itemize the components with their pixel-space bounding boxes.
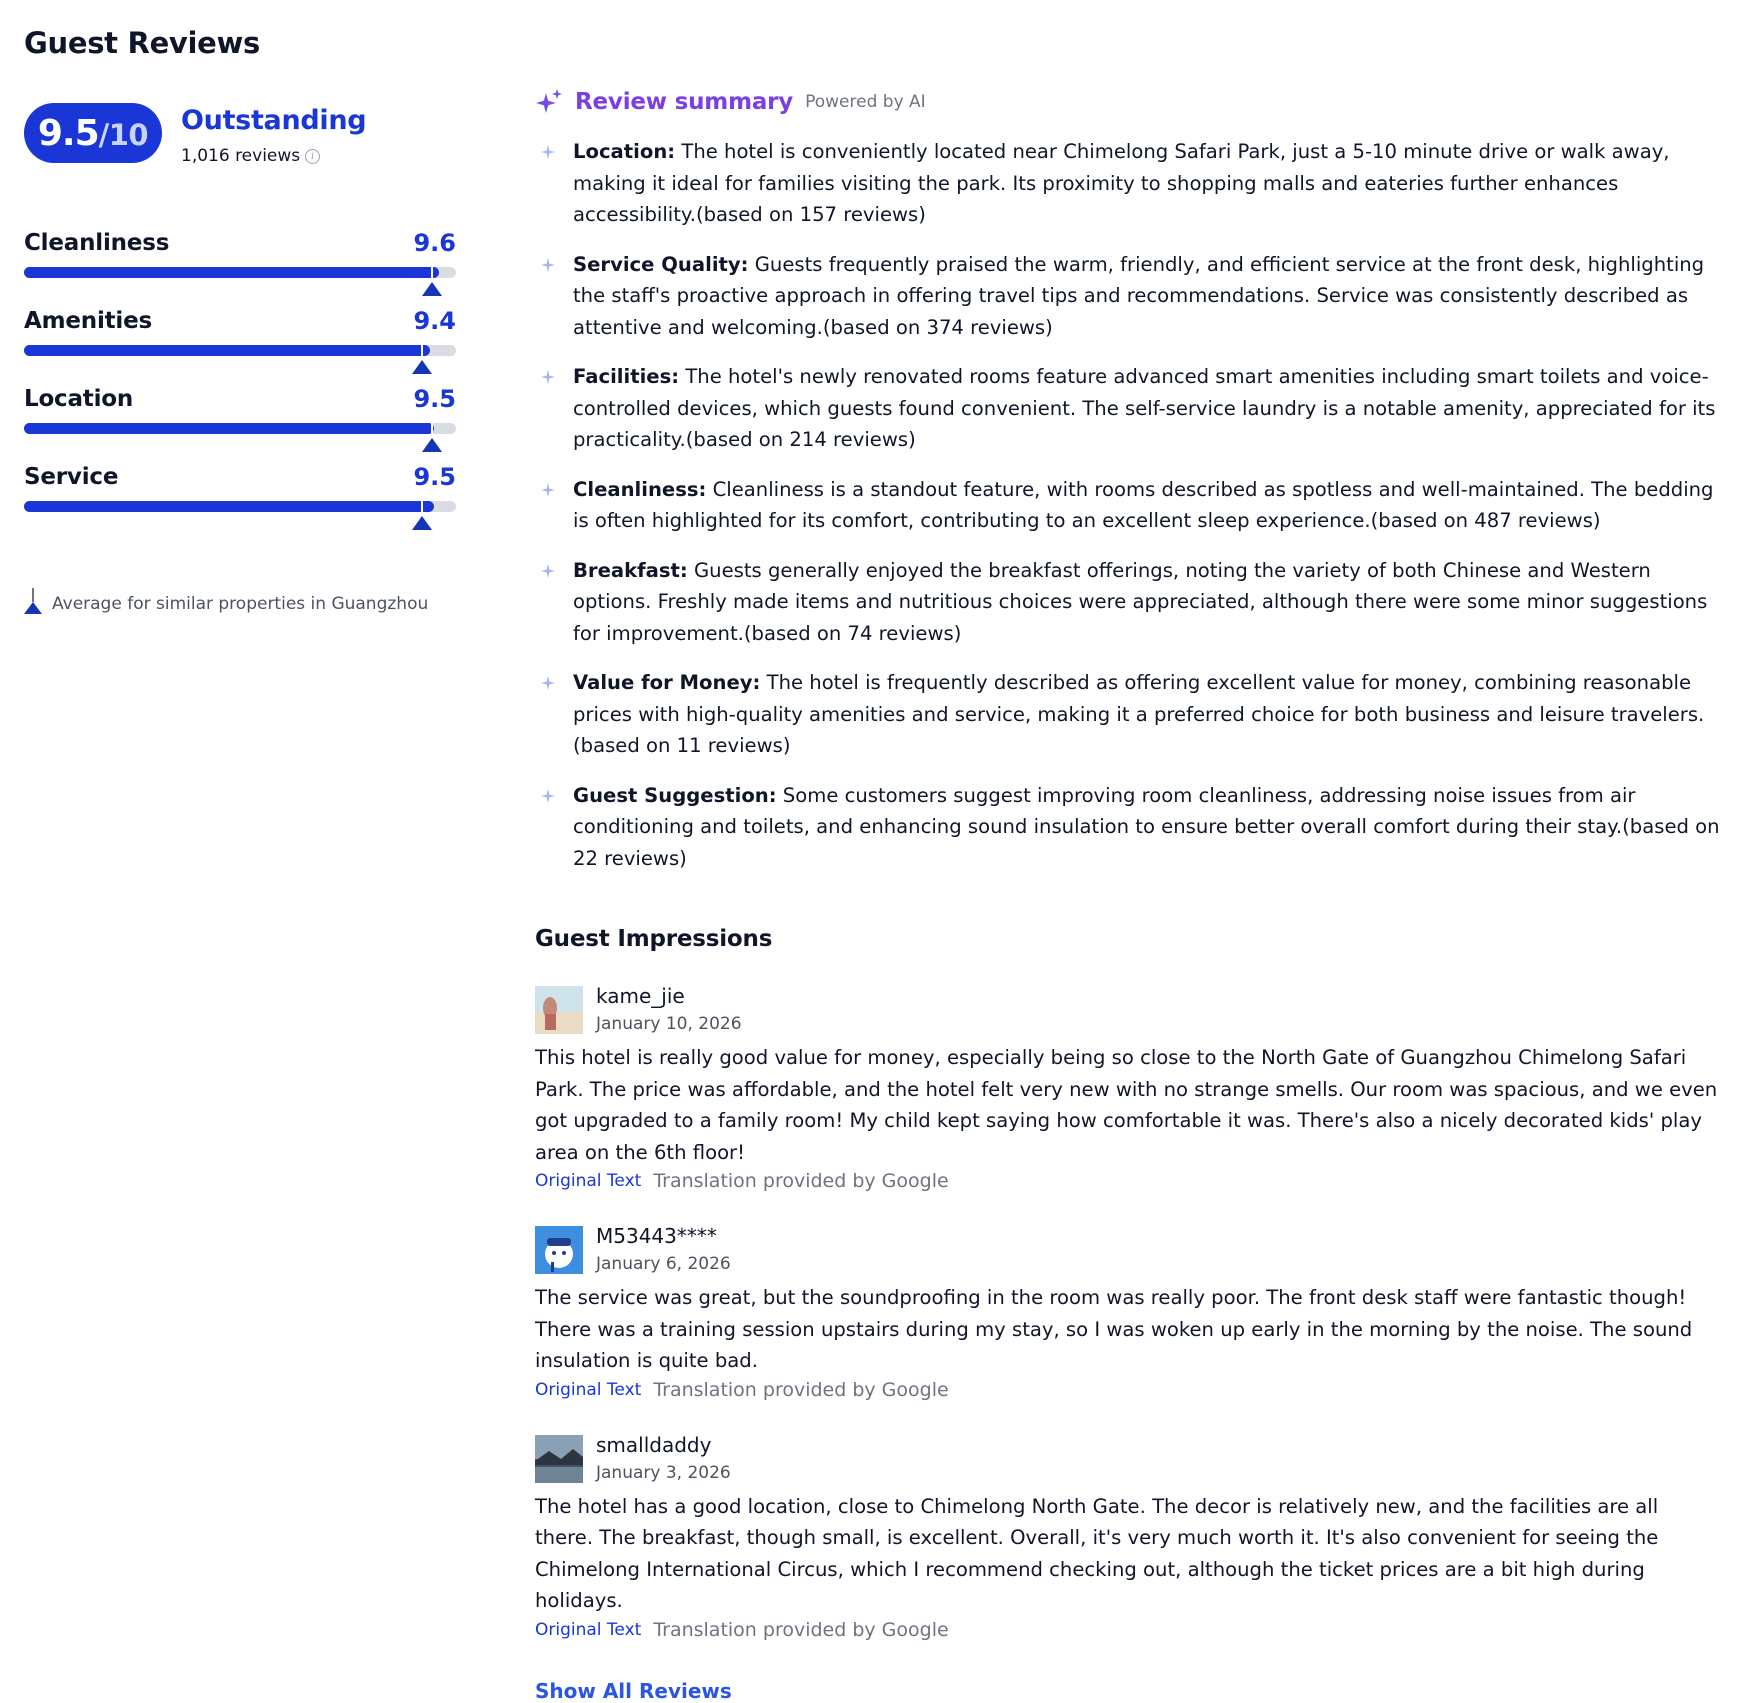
review-summary-header [535, 88, 1720, 116]
summary-item-label: Cleanliness: [573, 477, 707, 501]
original-text-link[interactable]: Original Text [535, 1379, 642, 1400]
review-count [181, 146, 366, 166]
sparkle-bullet-icon [541, 483, 555, 497]
review-text: This hotel is really good value for money, especially being so close to the North Gate of Guangzhou Chimelong Safari Park. The price was affordable, and the hotel felt very new with no strange smells. Our room was spacious, and we even got upgraded to a family room! My child kept saying how comfortable it was. There's also a nicely decorated kids' play area on the 6th floor! [535, 1046, 1718, 1164]
review-count-text: 1,016 reviews [181, 146, 301, 166]
ai-sparkle-icon [535, 88, 563, 116]
score-bar [24, 423, 456, 434]
summary-item-text: The hotel is conveniently located near Chimelong Safari Park, just a 5-10 minute drive or walk away, making it ideal for families visiting the park. Its proximity to shopping malls and eateries further enhances accessibility.(based on 157 reviews) [573, 140, 1670, 226]
summary-bullets [535, 136, 1720, 874]
powered-by-ai: Powered by AI [805, 92, 926, 112]
triangle-marker-icon [422, 438, 442, 452]
summary-item [535, 249, 1720, 344]
reviewer-name: kame_jie [596, 984, 685, 1008]
category-amenities [24, 307, 456, 356]
sparkle-bullet-icon [541, 789, 555, 803]
score-bar-fill [24, 267, 439, 278]
score-bar [24, 345, 456, 356]
avatar[interactable] [535, 986, 583, 1034]
sparkle-bullet-icon [541, 145, 555, 159]
summary-item [535, 667, 1720, 762]
review-summary-title: Review summary [575, 89, 794, 115]
translation-note: Translation provided by Google [653, 1618, 949, 1641]
summary-item-label: Guest Suggestion: [573, 783, 777, 807]
sparkle-bullet-icon [541, 370, 555, 384]
sparkle-bullet-icon [541, 564, 555, 578]
guest-impressions-title: Guest Impressions [535, 926, 773, 952]
page-title: Guest Reviews [24, 26, 261, 60]
reviewer-name: smalldaddy [596, 1432, 712, 1457]
review-text: The hotel has a good location, close to Chimelong North Gate. The decor is relatively new, and the facilities are all there. The breakfast, though small, is excellent. Overall, it's very much worth it. It's also convenient for seeing the Chimelong International Circus, which I recommend checking out, although the ticket prices are a bit high during holidays. [535, 1494, 1659, 1612]
avatar[interactable] [535, 1435, 583, 1483]
score-out-of: /10 [98, 118, 149, 152]
summary-item-label: Service Quality: [573, 252, 749, 276]
category-name: Location [24, 386, 134, 412]
review-text: The service was great, but the soundproofing in the room was really poor. The front desk staff were fantastic though! There was a training session upstairs during my stay, so I was woken up early in the morning by the noise. The sound insulation is quite bad. [535, 1286, 1693, 1372]
score-value: 9.5 [37, 113, 99, 154]
show-all-reviews-link[interactable]: Show All Reviews [535, 1678, 732, 1703]
original-text-link[interactable]: Original Text [535, 1171, 642, 1191]
summary-item [535, 361, 1720, 456]
summary-item-label: Facilities: [573, 365, 680, 388]
category-name: Cleanliness [24, 230, 170, 256]
sparkle-bullet-icon [541, 676, 555, 690]
info-icon[interactable]: i [305, 149, 320, 164]
summary-item-label: Breakfast: [573, 558, 688, 582]
summary-item [535, 555, 1720, 650]
score-bar-fill [24, 501, 434, 512]
review-card [535, 1433, 1720, 1641]
category-name: Amenities [24, 308, 152, 334]
summary-item-text: Some customers suggest improving room cleanliness, addressing noise issues from air conditioning and toilets, and enhancing sound insulation to ensure better overall comfort during their stay.(based on 22 reviews) [573, 783, 1720, 870]
summary-item [535, 136, 1720, 231]
score-bar-fill [24, 423, 434, 434]
score-bar [24, 501, 456, 512]
avatar[interactable] [535, 1226, 583, 1274]
review-card [535, 1224, 1720, 1401]
review-date: January 6, 2026 [596, 1254, 731, 1274]
triangle-marker-icon [412, 360, 432, 374]
summary-item-text: Guests generally enjoyed the breakfast offerings, noting the variety of both Chinese and Western options. Freshly made items and nutritious choices were appreciated, although there were some minor suggestions for improvement.(based on 74 reviews) [573, 558, 1708, 645]
review-date: January 3, 2026 [596, 1462, 731, 1483]
category-score: 9.4 [413, 307, 456, 335]
category-location [24, 385, 456, 434]
legend-text: Average for similar properties in Guangzhou [52, 594, 429, 614]
triangle-marker-icon [412, 516, 432, 530]
category-name: Service [24, 464, 119, 490]
summary-item-text: The hotel is frequently described as offering excellent value for money, combining reasonable prices with high-quality amenities and service, making it a preferred choice for both business and leisure travelers.(based on 11 reviews) [573, 671, 1705, 757]
score-badge [24, 103, 162, 163]
rating-label: Outstanding [181, 105, 367, 136]
overall-score [24, 103, 366, 166]
category-service [24, 463, 456, 512]
category-cleanliness [24, 229, 456, 278]
original-text-link[interactable]: Original Text [535, 1619, 642, 1640]
category-score: 9.6 [413, 229, 456, 257]
summary-item-label: Value for Money: [573, 671, 761, 694]
summary-item [535, 474, 1720, 537]
score-bar [24, 267, 456, 278]
summary-item-text: Guests frequently praised the warm, friendly, and efficient service at the front desk, highlighting the staff's proactive approach in offering travel tips and recommendations. Service was consistently described as attentive and welcoming.(based on 374 reviews) [573, 252, 1705, 339]
summary-item-text: Cleanliness is a standout feature, with rooms described as spotless and well-maintained. The bedding is often highlighted for its comfort, contributing to an excellent sleep experience.(based on 487 reviews) [573, 477, 1714, 532]
category-score: 9.5 [413, 385, 456, 413]
translation-note: Translation provided by Google [653, 1170, 949, 1192]
average-legend [24, 588, 428, 614]
category-score: 9.5 [413, 463, 456, 491]
summary-item [535, 780, 1720, 875]
review-card [535, 984, 1720, 1192]
summary-item-label: Location: [573, 140, 676, 163]
score-bar-fill [24, 345, 430, 356]
review-date: January 10, 2026 [596, 1014, 742, 1034]
triangle-marker-icon [422, 282, 442, 296]
sparkle-bullet-icon [541, 258, 555, 272]
average-marker-icon [24, 588, 42, 614]
summary-item-text: The hotel's newly renovated rooms feature advanced smart amenities including smart toilets and voice-controlled devices, which guests found convenient. The self-service laundry is a notable amenity, appreciated for its practicality.(based on 214 reviews) [573, 365, 1716, 451]
reviewer-name: M53443**** [596, 1224, 717, 1248]
translation-note: Translation provided by Google [653, 1378, 949, 1401]
